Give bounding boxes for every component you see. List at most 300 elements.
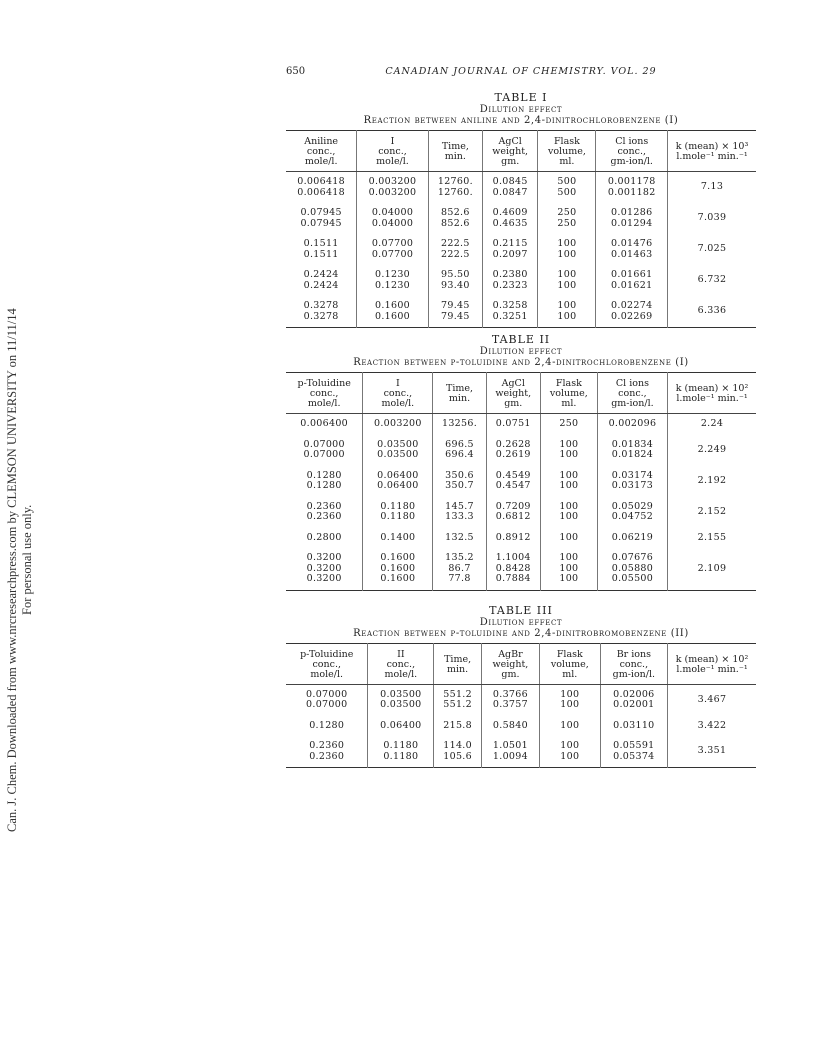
- cell-value: 79.45: [441, 310, 470, 322]
- header-line: conc.,: [618, 388, 647, 399]
- table-cell: [540, 548, 597, 590]
- table-row: [286, 736, 756, 768]
- table-subtitle: Dilution effect: [479, 346, 563, 357]
- header-line: weight,: [495, 388, 532, 399]
- cell-value: 0.3766: [492, 688, 528, 700]
- table-cell: [597, 466, 667, 497]
- header-line: ml.: [561, 398, 577, 409]
- cell-value: 0.2097: [492, 248, 528, 260]
- cell-value: 0.2628: [495, 438, 531, 450]
- table-row: [286, 203, 756, 234]
- table-row: [286, 548, 756, 590]
- table-title: TABLE II: [491, 333, 551, 346]
- rate-constant-cell: 2.152: [668, 497, 757, 528]
- table-cell: [600, 684, 667, 716]
- cell-value: 0.07000: [303, 438, 345, 450]
- table-cell: [428, 203, 482, 234]
- cell-value: 350.6: [445, 469, 474, 481]
- cell-value: 0.02001: [613, 699, 655, 710]
- cell-value: 0.03173: [611, 480, 654, 491]
- cell-value: 0.1230: [374, 269, 411, 280]
- cell-value: 0.02006: [613, 688, 655, 700]
- header-line: volume,: [547, 146, 586, 157]
- header-line: l.mole⁻¹ min.⁻¹: [676, 663, 748, 675]
- table-subtitle: Dilution effect: [479, 104, 563, 115]
- header-line: conc.,: [309, 388, 339, 399]
- table-cell: [286, 203, 357, 234]
- table-caption: Reaction between p-toluidine and 2,4-dinitrobromobenzene (II): [353, 627, 689, 639]
- table-cell: [433, 548, 486, 590]
- cell-value: 0.3757: [492, 699, 528, 710]
- cell-value: 12760.: [437, 186, 473, 198]
- cell-value: 0.03500: [377, 438, 419, 450]
- table-cell: [363, 528, 433, 549]
- cell-value: 0.2424: [303, 279, 339, 291]
- cell-value: 551.2: [443, 699, 472, 710]
- cell-value: 0.3278: [303, 310, 339, 322]
- table-caption: Reaction between aniline and 2,4-dinitrochlorobenzene (I): [363, 115, 679, 126]
- table-cell: [539, 684, 600, 716]
- cell-value: 0.07945: [300, 207, 342, 218]
- table-cell: [540, 497, 597, 528]
- table-cell: [540, 466, 597, 497]
- cell-value: 222.5: [441, 248, 470, 260]
- cell-value: 0.02274: [611, 300, 653, 311]
- table-cell: [286, 296, 357, 328]
- cell-value: 0.01476: [611, 238, 653, 249]
- table-cell: [286, 548, 363, 590]
- cell-value: 0.06400: [377, 469, 419, 481]
- table-cell: [597, 435, 667, 466]
- cell-value: 0.03500: [377, 449, 419, 460]
- header-row: [286, 373, 756, 414]
- header-line: mole/l.: [381, 398, 415, 409]
- header-line: mole/l.: [376, 156, 409, 167]
- cell-value: 100: [557, 300, 577, 311]
- header-line: ml.: [562, 668, 578, 680]
- table-cell: [357, 296, 428, 328]
- header-line: k (mean) × 10³: [675, 141, 749, 152]
- table-cell: [486, 548, 540, 590]
- table-cell: [483, 265, 538, 296]
- cell-value: 0.07700: [371, 248, 414, 260]
- table-cell: [286, 528, 363, 549]
- table-cell: [434, 684, 482, 716]
- cell-value: 100: [557, 310, 577, 322]
- cell-value: 0.1511: [303, 238, 339, 249]
- table-cell: [486, 435, 540, 466]
- table-cell: [596, 203, 668, 234]
- header-line: conc.,: [619, 658, 649, 670]
- table-cell: [481, 716, 539, 737]
- header-line: gm.: [504, 398, 523, 409]
- header-line: AgCl: [498, 136, 522, 147]
- table-cell: [433, 414, 486, 435]
- table-row: [286, 528, 756, 549]
- rate-constant-cell: 3.351: [668, 736, 757, 768]
- header-line: conc.,: [312, 658, 341, 670]
- cell-value: 0.07700: [371, 238, 414, 249]
- rate-constant-cell: 2.155: [668, 528, 757, 549]
- table-cell: [539, 736, 600, 768]
- cell-value: 0.4635: [492, 217, 528, 229]
- watermark-use-line: For personal use only.: [20, 504, 34, 615]
- table-cell: [538, 203, 596, 234]
- cell-value: 0.2424: [303, 269, 339, 280]
- column-header: [538, 131, 596, 172]
- cell-value: 0.2360: [309, 740, 345, 751]
- header-line: gm-ion/l.: [611, 398, 654, 409]
- column-header: [286, 643, 368, 684]
- cell-value: 0.03500: [380, 688, 422, 700]
- cell-value: 551.2: [443, 688, 472, 700]
- table-cell: [357, 203, 428, 234]
- header-line: I: [395, 378, 400, 389]
- cell-value: 0.006418: [297, 176, 345, 187]
- header-line: Flask: [553, 136, 580, 147]
- table-header: [286, 131, 756, 172]
- rate-constant-cell: 7.039: [668, 203, 757, 234]
- table-cell: [433, 466, 486, 497]
- cell-value: 0.06219: [611, 531, 654, 543]
- table-cell: [481, 684, 539, 716]
- page-number: 650: [286, 66, 306, 77]
- table-cell: [540, 414, 597, 435]
- cell-value: 0.01286: [611, 207, 653, 218]
- header-line: mole/l.: [304, 156, 338, 167]
- cell-value: 0.04000: [371, 217, 414, 229]
- column-header: [483, 131, 538, 172]
- table-header: [286, 373, 756, 414]
- cell-value: 100: [557, 279, 577, 291]
- rate-constant-cell: 2.192: [668, 466, 757, 497]
- cell-value: 0.4609: [492, 207, 528, 218]
- table-cell: [286, 435, 363, 466]
- cell-value: 0.1180: [380, 511, 416, 522]
- cell-value: 114.0: [443, 740, 472, 751]
- cell-value: 0.8912: [495, 531, 531, 543]
- cell-value: 0.07945: [300, 217, 342, 229]
- cell-value: 215.8: [443, 719, 472, 731]
- table-cell: [539, 716, 600, 737]
- table-title: TABLE I: [494, 91, 548, 104]
- cell-value: 100: [559, 438, 579, 450]
- cell-value: 0.001178: [607, 176, 656, 187]
- header-line: p-Toluidine: [300, 648, 354, 660]
- cell-value: 95.50: [441, 269, 470, 280]
- journal-page: [286, 66, 756, 774]
- header-line: Cl ions: [615, 136, 649, 147]
- rate-constant-cell: 2.109: [668, 548, 757, 590]
- cell-value: 0.2360: [306, 500, 342, 512]
- cell-value: 0.003200: [374, 418, 422, 429]
- header-row: [286, 131, 756, 172]
- cell-value: 133.3: [445, 511, 474, 522]
- table-body: [286, 414, 756, 591]
- cell-value: 0.03110: [613, 719, 655, 731]
- cell-value: 250: [557, 217, 577, 229]
- column-header: [428, 131, 482, 172]
- cell-value: 100: [560, 688, 580, 700]
- cell-value: 100: [559, 562, 579, 574]
- cell-value: 0.1511: [303, 248, 339, 260]
- cell-value: 0.003200: [368, 176, 417, 187]
- header-row: [286, 643, 756, 684]
- cell-value: 0.2115: [492, 238, 528, 249]
- data-table: [286, 643, 756, 769]
- cell-value: 0.01621: [611, 279, 653, 291]
- rate-constant-cell: 3.467: [668, 684, 757, 716]
- cell-value: 250: [559, 418, 579, 429]
- header-line: weight,: [492, 146, 529, 157]
- header-line: min.: [447, 663, 469, 675]
- cell-value: 135.2: [445, 552, 474, 563]
- cell-value: 0.1280: [306, 469, 342, 481]
- table-cell: [481, 736, 539, 768]
- cell-value: 0.1280: [306, 480, 342, 491]
- column-header: [597, 373, 667, 414]
- cell-value: 77.8: [448, 573, 471, 584]
- cell-value: 0.2323: [492, 279, 528, 291]
- table-row: [286, 172, 756, 204]
- table-cell: [600, 716, 667, 737]
- table-subtitle: Dilution effect: [479, 616, 563, 628]
- cell-value: 100: [559, 573, 579, 584]
- cell-value: 0.1180: [383, 750, 419, 762]
- column-header: [433, 373, 486, 414]
- cell-value: 100: [557, 248, 577, 260]
- table-cell: [597, 414, 667, 435]
- cell-value: 1.0094: [492, 750, 528, 762]
- header-line: l.mole⁻¹ min.⁻¹: [676, 151, 748, 162]
- cell-value: 100: [560, 699, 580, 710]
- column-header: [357, 131, 428, 172]
- header-line: k (mean) × 10²: [675, 653, 749, 665]
- table-cell: [363, 548, 433, 590]
- table-cell: [486, 414, 540, 435]
- cell-value: 0.03500: [380, 699, 422, 710]
- cell-value: 0.3200: [306, 552, 342, 563]
- cell-value: 100: [559, 531, 579, 543]
- cell-value: 0.003200: [368, 186, 417, 198]
- cell-value: 145.7: [445, 500, 474, 512]
- cell-value: 0.2619: [495, 449, 531, 460]
- table-cell: [538, 172, 596, 204]
- cell-value: 0.1600: [374, 300, 411, 311]
- cell-value: 0.7884: [495, 573, 531, 584]
- table-cell: [286, 466, 363, 497]
- cell-value: 0.0751: [495, 418, 531, 429]
- cell-value: 0.1180: [380, 500, 416, 512]
- column-header: [286, 373, 363, 414]
- header-line: Cl ions: [615, 378, 649, 389]
- table-cell: [428, 234, 482, 265]
- cell-value: 696.5: [445, 438, 474, 450]
- cell-value: 0.1600: [380, 573, 416, 584]
- cell-value: 0.07000: [306, 688, 348, 700]
- cell-value: 0.01661: [611, 269, 653, 280]
- table-cell: [486, 528, 540, 549]
- cell-value: 0.1600: [380, 552, 416, 563]
- table-row: [286, 414, 756, 435]
- table-cell: [428, 296, 482, 328]
- table-block: [286, 92, 756, 328]
- header-line: weight,: [492, 658, 529, 670]
- cell-value: 0.01834: [611, 438, 654, 450]
- cell-value: 132.5: [445, 531, 474, 543]
- header-line: AgCl: [501, 378, 525, 389]
- cell-value: 0.001182: [607, 186, 656, 198]
- cell-value: 12760.: [437, 176, 473, 187]
- rate-constant-cell: 7.13: [668, 172, 757, 204]
- table-cell: [286, 265, 357, 296]
- cell-value: 0.002096: [608, 418, 657, 429]
- rate-constant-cell: 3.422: [668, 716, 757, 737]
- cell-value: 100: [560, 750, 580, 762]
- header-line: min.: [444, 151, 466, 162]
- table-block: [286, 334, 756, 591]
- cell-value: 0.04752: [611, 511, 654, 522]
- table-row: [286, 466, 756, 497]
- table-body: [286, 684, 756, 768]
- header-line: I: [390, 136, 395, 147]
- table-cell: [600, 736, 667, 768]
- cell-value: 0.05500: [611, 573, 654, 584]
- cell-value: 100: [559, 469, 579, 481]
- table-cell: [596, 234, 668, 265]
- table-cell: [483, 203, 538, 234]
- header-line: volume,: [549, 388, 588, 399]
- cell-value: 100: [557, 269, 577, 280]
- cell-value: 100: [560, 740, 580, 751]
- cell-value: 0.4549: [495, 469, 531, 481]
- header-line: l.mole⁻¹ min.⁻¹: [676, 393, 748, 404]
- table-row: [286, 684, 756, 716]
- table-header: [286, 643, 756, 684]
- table-cell: [596, 296, 668, 328]
- cell-value: 100: [559, 480, 579, 491]
- table-cell: [596, 172, 668, 204]
- cell-value: 696.4: [445, 449, 474, 460]
- table-cell: [368, 684, 434, 716]
- table-row: [286, 435, 756, 466]
- tables-container: [286, 92, 756, 768]
- cell-value: 1.1004: [495, 552, 531, 563]
- table-row: [286, 296, 756, 328]
- table-cell: [286, 736, 368, 768]
- cell-value: 0.05374: [613, 750, 655, 762]
- header-line: gm.: [501, 668, 520, 680]
- table-cell: [286, 414, 363, 435]
- table-cell: [486, 466, 540, 497]
- table-cell: [368, 716, 434, 737]
- header-line: gm-ion/l.: [610, 156, 653, 167]
- header-line: Time,: [445, 383, 474, 394]
- table-cell: [363, 497, 433, 528]
- header-line: II: [397, 648, 405, 660]
- table-row: [286, 234, 756, 265]
- header-line: Time,: [441, 141, 469, 152]
- table-row: [286, 497, 756, 528]
- header-line: min.: [448, 393, 471, 404]
- rate-constant-cell: 2.249: [668, 435, 757, 466]
- table-cell: [483, 172, 538, 204]
- cell-value: 852.6: [441, 207, 470, 218]
- cell-value: 0.05029: [611, 500, 654, 512]
- table-cell: [538, 296, 596, 328]
- cell-value: 0.1230: [374, 279, 411, 291]
- table-cell: [483, 296, 538, 328]
- rate-constant-cell: 2.24: [668, 414, 757, 435]
- table-cell: [434, 736, 482, 768]
- table-cell: [540, 435, 597, 466]
- cell-value: 0.06400: [380, 719, 422, 731]
- header-line: conc.,: [383, 388, 413, 399]
- table-cell: [363, 414, 433, 435]
- table-body: [286, 172, 756, 328]
- column-header: [368, 643, 434, 684]
- header-line: Br ions: [616, 648, 651, 660]
- table-row: [286, 716, 756, 737]
- table-cell: [286, 716, 368, 737]
- table-cell: [597, 497, 667, 528]
- cell-value: 0.1180: [383, 740, 419, 751]
- cell-value: 13256.: [441, 418, 478, 429]
- cell-value: 0.2380: [492, 269, 528, 280]
- table-cell: [433, 528, 486, 549]
- header-line: Flask: [555, 378, 582, 389]
- table-cell: [363, 466, 433, 497]
- header-line: conc.,: [378, 146, 407, 157]
- cell-value: 500: [557, 176, 577, 187]
- table-cell: [483, 234, 538, 265]
- column-header: [286, 131, 357, 172]
- cell-value: 0.3258: [492, 300, 528, 311]
- cell-value: 0.6812: [495, 511, 531, 522]
- table-cell: [357, 234, 428, 265]
- column-header: [668, 373, 757, 414]
- table-cell: [540, 528, 597, 549]
- cell-value: 0.5840: [492, 719, 528, 731]
- cell-value: 0.0847: [492, 186, 528, 198]
- watermark-source-line: Can. J. Chem. Downloaded from www.nrcresearchpress.com by CLEMSON UNIVERSITY on 11/11/14: [5, 308, 19, 832]
- table-cell: [286, 497, 363, 528]
- table-cell: [433, 497, 486, 528]
- header-line: mole/l.: [384, 668, 418, 680]
- cell-value: 0.7209: [495, 500, 531, 512]
- cell-value: 100: [557, 238, 577, 249]
- table-cell: [363, 435, 433, 466]
- running-head: [286, 66, 756, 82]
- header-line: mole/l.: [307, 398, 341, 409]
- cell-value: 0.07000: [306, 699, 348, 710]
- header-line: k (mean) × 10²: [675, 383, 749, 394]
- table-cell: [486, 497, 540, 528]
- header-line: conc.,: [617, 146, 646, 157]
- header-line: volume,: [550, 658, 589, 670]
- cell-value: 1.0501: [492, 740, 528, 751]
- cell-value: 100: [559, 552, 579, 563]
- data-table: [286, 372, 756, 591]
- header-line: ml.: [559, 156, 575, 167]
- header-line: p-Toluidine: [297, 378, 351, 389]
- cell-value: 0.0845: [492, 176, 528, 187]
- column-header: [668, 643, 757, 684]
- header-line: Time,: [444, 653, 472, 665]
- table-cell: [433, 435, 486, 466]
- cell-value: 0.1280: [309, 719, 345, 731]
- column-header: [539, 643, 600, 684]
